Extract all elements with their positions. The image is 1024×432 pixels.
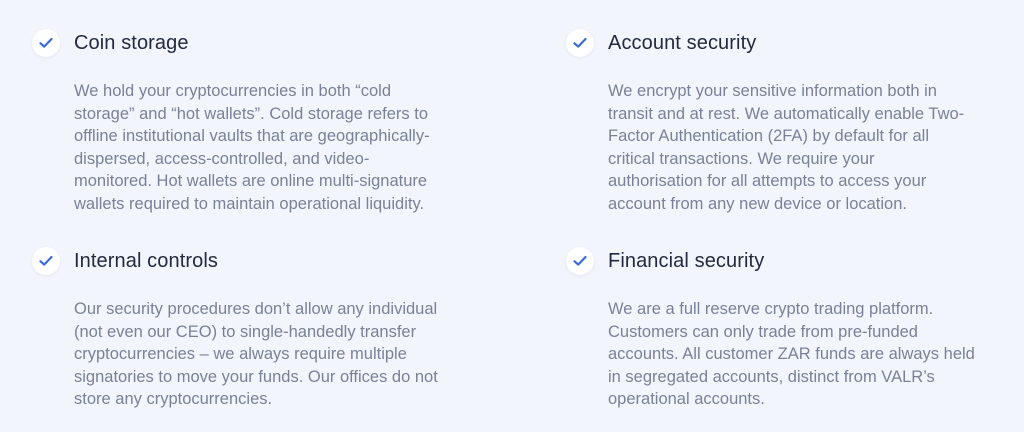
description-line: dispersed, access-controlled, and video- xyxy=(74,149,370,168)
description-line: We hold your cryptocurrencies in both “cold xyxy=(74,82,392,100)
description-line: offline institutional vaults that are geographically- xyxy=(74,127,430,145)
description-line: signatories to move your funds. Our offices do not xyxy=(74,367,438,386)
description-line: operational accounts. xyxy=(608,390,765,408)
description-line: accounts. All customer ZAR funds are always held xyxy=(608,345,975,363)
description-line: wallets required to maintain operational liquidity. xyxy=(74,194,425,213)
check-icon xyxy=(566,29,594,57)
check-icon xyxy=(32,247,60,275)
feature-description xyxy=(608,298,1008,411)
check-icon xyxy=(566,247,594,275)
description-line: critical transactions. We require your xyxy=(608,149,875,168)
feature-title: Account security xyxy=(608,32,757,54)
description-line: authorisation for all attempts to access your xyxy=(608,172,927,190)
description-line: Customers can only trade from pre-funded xyxy=(608,322,918,341)
description-line: Factor Authentication (2FA) by default for all xyxy=(608,127,930,145)
description-line: storage” and “hot wallets”. Cold storage refers to xyxy=(74,104,429,123)
description-line: in segregated accounts, distinct from VALR’s xyxy=(608,367,935,386)
feature-title: Financial security xyxy=(608,250,765,272)
description-line: monitored. Hot wallets are online multi-signature xyxy=(74,172,428,190)
feature-description xyxy=(608,80,1008,215)
description-line: account from any new device or location. xyxy=(608,194,907,213)
check-icon xyxy=(32,29,60,57)
description-line: (not even our CEO) to single-handedly transfer xyxy=(74,322,417,341)
description-line: Our security procedures don’t allow any individual xyxy=(74,300,438,318)
feature-title: Internal controls xyxy=(74,250,218,272)
description-line: transit and at rest. We automatically enable Two- xyxy=(608,104,965,123)
feature-description xyxy=(74,298,474,411)
description-line: We encrypt your sensitive information both in xyxy=(608,82,937,100)
feature-title: Coin storage xyxy=(74,32,189,54)
description-line: cryptocurrencies – we always require multiple xyxy=(74,345,407,363)
feature-description xyxy=(74,80,474,215)
description-line: store any cryptocurrencies. xyxy=(74,390,273,408)
description-line: We are a full reserve crypto trading platform. xyxy=(608,300,934,318)
